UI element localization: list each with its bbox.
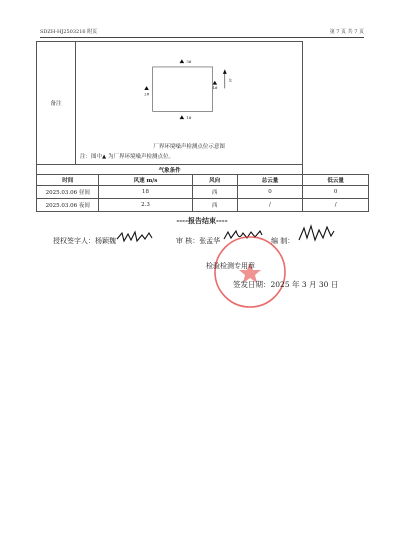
column-header: 总云量	[237, 175, 303, 186]
table-cell: 0	[237, 186, 303, 199]
column-header: 风向	[192, 175, 237, 186]
document-id: SDZH-HJ2503216 附页	[40, 29, 98, 35]
column-header: 风速 m/s	[99, 175, 192, 186]
table-cell: 2025.03.06 夜间	[37, 199, 99, 212]
column-header: 时间	[37, 175, 99, 186]
report-end-marker: ----报告结束----	[176, 216, 228, 225]
point-marker-4	[213, 81, 218, 85]
authorized-signatory: 授权签字人：杨颖魏	[53, 237, 116, 245]
page-number: 第 7 页 共 7 页	[329, 29, 364, 35]
column-header: 低云量	[303, 175, 369, 186]
report-page	[33, 26, 371, 532]
table-cell: 2.3	[99, 199, 192, 212]
site-boundary	[153, 67, 213, 111]
north-arrowhead-icon	[223, 69, 227, 74]
point-label-1: 1#	[186, 116, 192, 121]
point-marker-2	[144, 86, 149, 90]
handwritten-signature-authorized	[115, 229, 155, 245]
table-cell: 西	[192, 199, 237, 212]
table-row	[37, 199, 369, 212]
editor-signatory: 编 制：	[271, 237, 295, 245]
reviewer-signatory: 审 核：张孟华	[176, 237, 221, 245]
diagram-caption: 厂界环境噪声检测点位示意图	[153, 144, 225, 150]
remark-label: 备注	[37, 42, 76, 165]
issue-date: 签发日期：2025 年 3 月 30 日	[233, 280, 339, 289]
diagram-note: 注：图中▲ 为厂界环境噪声检测点位。	[80, 154, 174, 160]
point-marker-1	[180, 115, 185, 119]
point-label-3: 3#	[186, 60, 192, 65]
point-label-2: 2#	[144, 92, 150, 97]
point-label-4: 4#	[212, 86, 218, 91]
point-marker-3	[180, 59, 185, 63]
table-cell: /	[303, 199, 369, 212]
page-header	[40, 28, 364, 37]
handwritten-signature-editor	[296, 222, 336, 246]
table-cell: 18	[99, 186, 192, 199]
header-divider	[40, 37, 364, 38]
north-label: 北	[228, 78, 233, 83]
diagram-cell	[76, 42, 303, 165]
stamp-department: 检验检测专用章	[206, 262, 255, 270]
table-cell: 2025.03.06 昼间	[37, 186, 99, 199]
table-cell: /	[237, 199, 303, 212]
table-cell: 0	[303, 186, 369, 199]
table-row	[37, 186, 369, 199]
report-table	[36, 41, 369, 212]
table-cell: 西	[192, 186, 237, 199]
weather-title: 气象条件	[37, 165, 303, 175]
